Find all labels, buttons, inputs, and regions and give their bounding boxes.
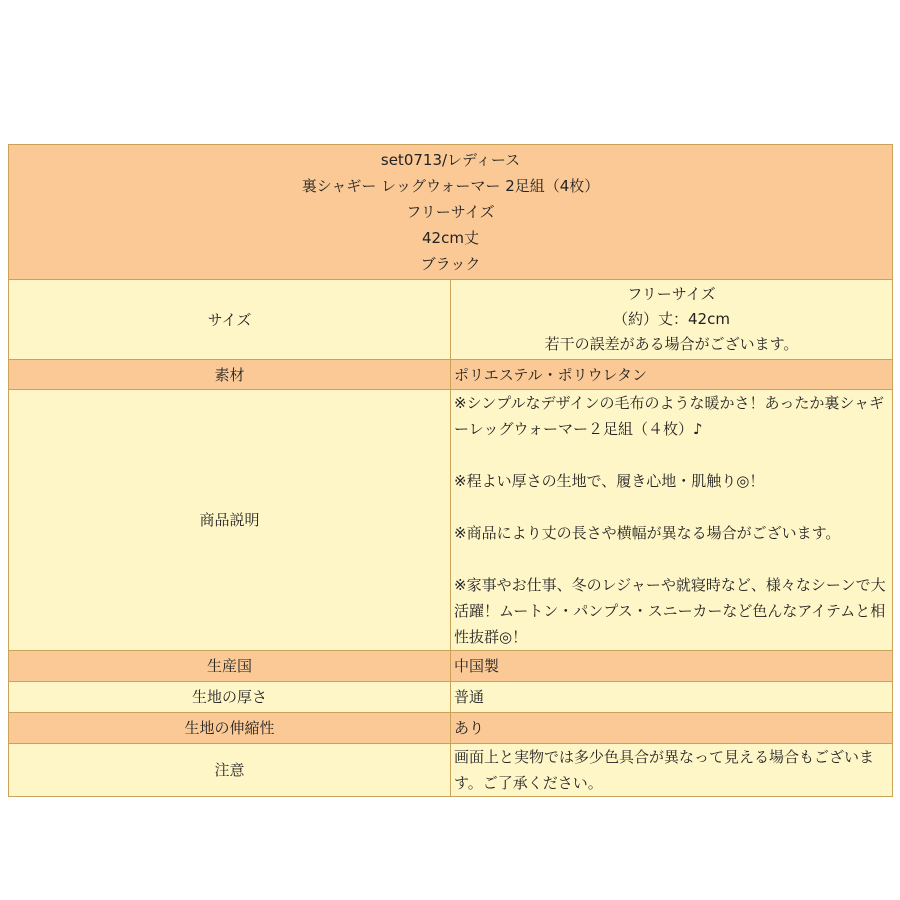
size-free: フリーサイズ — [627, 285, 716, 303]
origin-label: 生産国 — [9, 651, 451, 682]
product-code: set0713/レディース — [380, 151, 521, 169]
material-label: 素材 — [9, 360, 451, 390]
material-value: ポリエステル・ポリウレタン — [451, 360, 893, 390]
size-label: サイズ — [9, 280, 451, 360]
product-size: フリーサイズ — [406, 203, 495, 221]
size-tolerance-note: 若干の誤差がある場合がございます。 — [544, 335, 799, 353]
material-row — [9, 360, 893, 390]
origin-value: 中国製 — [451, 651, 893, 682]
stretch-row — [9, 713, 893, 744]
product-color: ブラック — [420, 255, 481, 273]
product-name: 裏シャギー レッグウォーマー 2足組（4枚） — [301, 177, 600, 195]
size-row — [9, 280, 893, 360]
stretch-label: 生地の伸縮性 — [9, 713, 451, 744]
description-paragraph: ※家事やお仕事、冬のレジャーや就寝時など、様々なシーンで大活躍！ムートン・パンプス・スニーカーなど色んなアイテムと相性抜群◎！ — [454, 576, 886, 646]
description-paragraph: ※商品により丈の長さや横幅が異なる場合がございます。 — [454, 524, 841, 542]
size-length: （約）丈：42cm — [613, 310, 730, 328]
size-value — [451, 280, 893, 360]
paragraph-spacer — [454, 442, 889, 468]
description-label: 商品説明 — [9, 390, 451, 651]
note-value: 画面上と実物では多少色具合が異なって見える場合もございます。ご了承ください。 — [451, 744, 893, 797]
product-title-block — [9, 145, 893, 280]
note-label: 注意 — [9, 744, 451, 797]
description-value — [451, 390, 893, 651]
description-paragraph: ※程よい厚さの生地で、履き心地・肌触り◎！ — [454, 472, 765, 490]
paragraph-spacer — [454, 494, 889, 520]
thickness-label: 生地の厚さ — [9, 682, 451, 713]
header-row — [9, 145, 893, 280]
product-length: 42cm丈 — [422, 229, 479, 247]
paragraph-spacer — [454, 546, 889, 572]
description-paragraph: ※シンプルなデザインの毛布のような暖かさ！あったか裏シャギーレッグウォーマー２足組（４枚）♪ — [454, 394, 885, 438]
stretch-value: あり — [451, 713, 893, 744]
thickness-value: 普通 — [451, 682, 893, 713]
note-row — [9, 744, 893, 797]
product-spec-table — [8, 144, 893, 797]
origin-row — [9, 651, 893, 682]
description-row — [9, 390, 893, 651]
thickness-row — [9, 682, 893, 713]
